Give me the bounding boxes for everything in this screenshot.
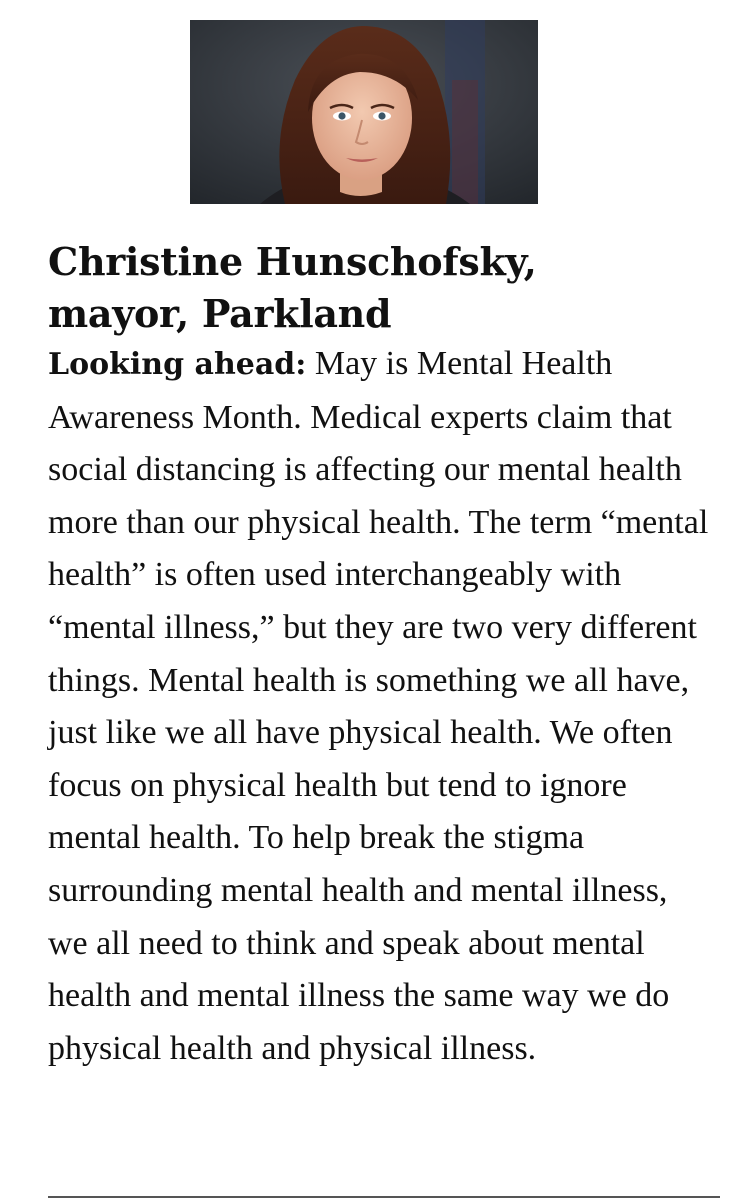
article-text: May is Mental Health Awareness Month. Medical experts claim that social distancing is affecting our mental health more than our physical health. The term “mental health” is often used interchangeably with “mental illness,” but they are two very different things. Mental health is something we all have, just like we all have physical health. We often focus on physical health but tend to ignore mental health. To help break the stigma surrounding mental health and mental illness, we all need to think and speak about mental health and mental illness the same way we do physical health and physical illness. — [48, 345, 709, 1067]
headline — [48, 236, 728, 340]
lead-label: Looking ahead: — [48, 347, 307, 382]
portrait-photo — [190, 20, 538, 204]
headline-name: Christine Hunschofsky, — [48, 239, 537, 284]
article-body — [48, 338, 714, 1075]
divider-rule — [48, 1196, 720, 1198]
headline-title: mayor, Parkland — [48, 291, 392, 336]
